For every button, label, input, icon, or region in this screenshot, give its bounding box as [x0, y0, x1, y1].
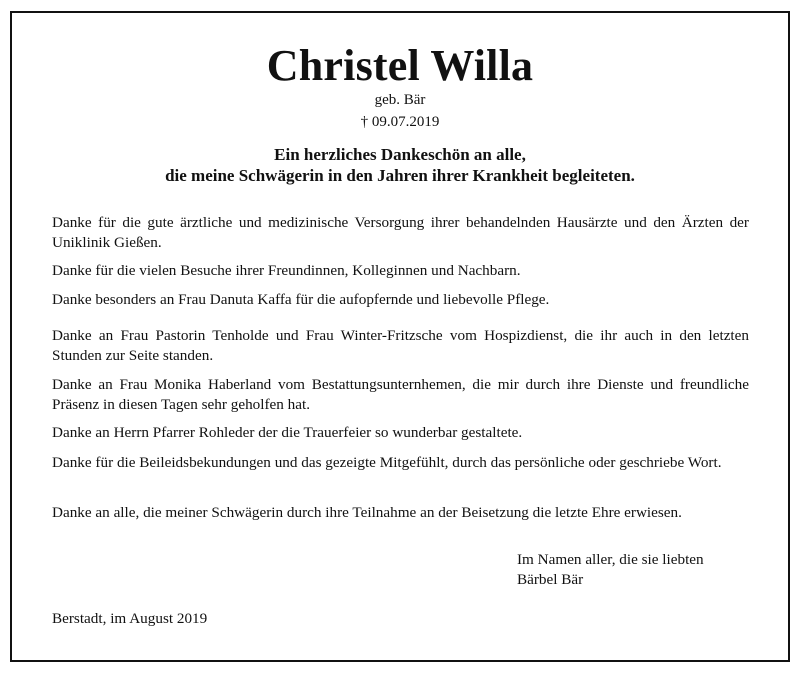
paragraph-funeral-home: Danke an Frau Monika Haberland vom Bestattungsunternhemen, die mir durch ihre Dienste und freundliche Präsenz in diesen Tagen sehr geholfen hat.: [52, 376, 749, 413]
signature-line-1: Im Namen aller, die sie liebten: [517, 551, 704, 568]
headline-line-2: die meine Schwägerin in den Jahren ihrer Krankheit begleiteten.: [165, 166, 635, 185]
paragraph-condolences: Danke für die Beileidsbekundungen und das gezeigte Mitgefühlt, durch das persönliche oder geschriebe Wort.: [52, 454, 722, 471]
paragraph-visits: Danke für die vielen Besuche ihrer Freundinnen, Kolleginnen und Nachbarn.: [52, 262, 521, 279]
deceased-name: Christel Willa: [266, 41, 534, 90]
place-and-date: Berstadt, im August 2019: [52, 610, 208, 627]
paragraph-pastor: Danke an Herrn Pfarrer Rohleder der die Trauerfeier so wunderbar gestaltete.: [52, 424, 523, 441]
signature-name: Bärbel Bär: [517, 571, 584, 588]
death-date: † 09.07.2019: [360, 114, 440, 130]
paragraph-medical-care: Danke für die gute ärztliche und medizinische Versorgung ihrer behandelnden Hausärzte und den Ärzten der Uniklinik Gießen.: [52, 214, 749, 251]
obituary-notice: [10, 11, 790, 662]
thank-you-headline: [12, 144, 788, 186]
birth-name: geb. Bär: [374, 92, 426, 108]
paragraph-burial: Danke an alle, die meiner Schwägerin durch ihre Teilnahme an der Beisetzung die letzte Ehre erwiesen.: [52, 504, 682, 521]
paragraph-care: Danke besonders an Frau Danuta Kaffa für die aufopfernde und liebevolle Pflege.: [52, 291, 550, 308]
paragraph-hospice: Danke an Frau Pastorin Tenholde und Frau Winter-Fritzsche vom Hospizdienst, die ihr auch in den letzten Stunden zur Seite standen.: [52, 327, 749, 364]
headline-line-1: Ein herzliches Dankeschön an alle,: [274, 145, 526, 164]
signature-block: [517, 550, 704, 590]
